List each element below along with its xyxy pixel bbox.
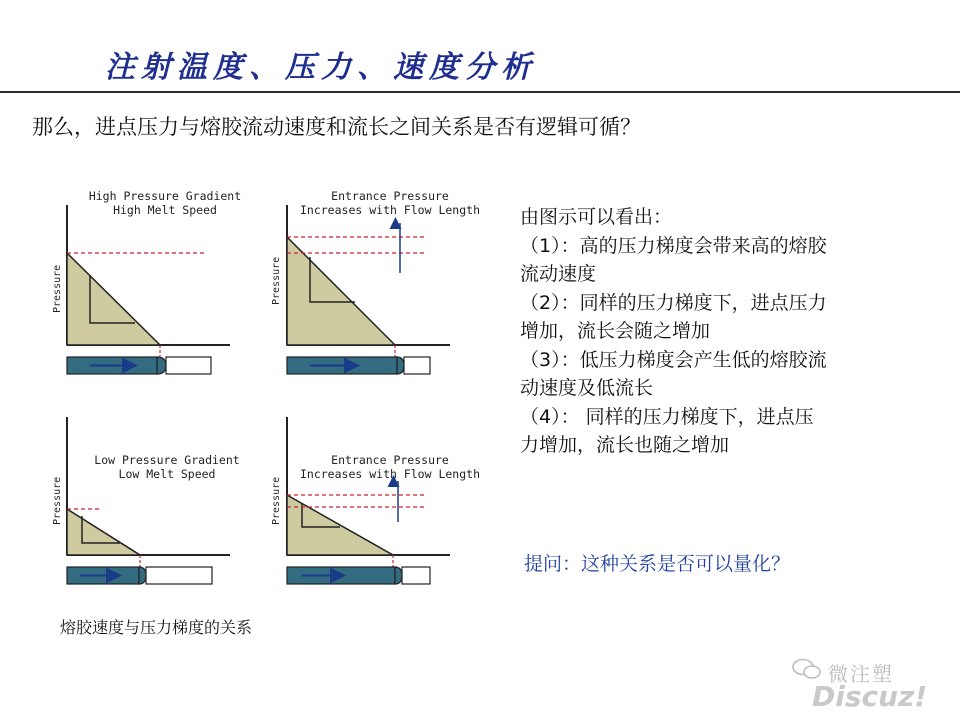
observation-line: （4）： 同样的压力梯度下，进点压 <box>520 405 814 428</box>
diagram-caption: 熔胶速度与压力梯度的关系 <box>60 618 253 637</box>
panel-title-4b: Increases with Flow Length <box>299 467 481 481</box>
panel-title-2a: Entrance Pressure <box>331 189 449 203</box>
observation-line: 增加，流长会随之增加 <box>520 320 711 342</box>
wechat-icon <box>792 658 822 680</box>
watermark <box>800 654 950 712</box>
pressure-diagrams <box>40 185 500 605</box>
panel-title-1a: High Pressure Gradient <box>88 189 242 203</box>
pressure-axis-label-4: Pressure <box>271 476 282 525</box>
panel-entrance-pressure-low <box>271 417 480 584</box>
ask-question: 提问：这种关系是否可以量化？ <box>524 553 791 575</box>
pressure-axis-label-1: Pressure <box>52 264 63 313</box>
panel-entrance-pressure-high <box>271 189 480 374</box>
panel-title-1b: High Melt Speed <box>113 203 217 217</box>
observation-line: （3）：低压力梯度会产生低的熔胶流 <box>520 348 827 371</box>
watermark-brand: 微注塑 <box>828 662 894 686</box>
panel-title-3b: Low Melt Speed <box>118 467 216 481</box>
observation-line: 力增加，流长也随之增加 <box>520 434 730 456</box>
pressure-axis-label-3: Pressure <box>52 476 63 525</box>
observation-line: 流动速度 <box>520 263 597 285</box>
watermark-site: Discuz! <box>812 680 928 713</box>
observation-line: （1）：高的压力梯度会带来高的熔胶 <box>520 234 827 257</box>
panel-title-4a: Entrance Pressure <box>331 453 449 467</box>
question-text: 那么，进点压力与熔胶流动速度和流长之间关系是否有逻辑可循？ <box>32 115 641 139</box>
observation-line: 由图示可以看出： <box>520 206 673 228</box>
panel-low-gradient <box>52 417 240 584</box>
pressure-axis-label-2: Pressure <box>271 256 282 305</box>
title-divider <box>0 91 960 93</box>
observation-line: （2）：同样的压力梯度下，进点压力 <box>520 291 827 314</box>
slide-title: 注射温度、压力、速度分析 <box>105 50 537 85</box>
observation-line: 动速度及低流长 <box>520 377 654 399</box>
observations-list <box>520 203 940 460</box>
panel-title-2b: Increases with Flow Length <box>299 203 481 217</box>
panel-high-gradient <box>52 189 241 374</box>
panel-title-3a: Low Pressure Gradient <box>94 453 240 467</box>
